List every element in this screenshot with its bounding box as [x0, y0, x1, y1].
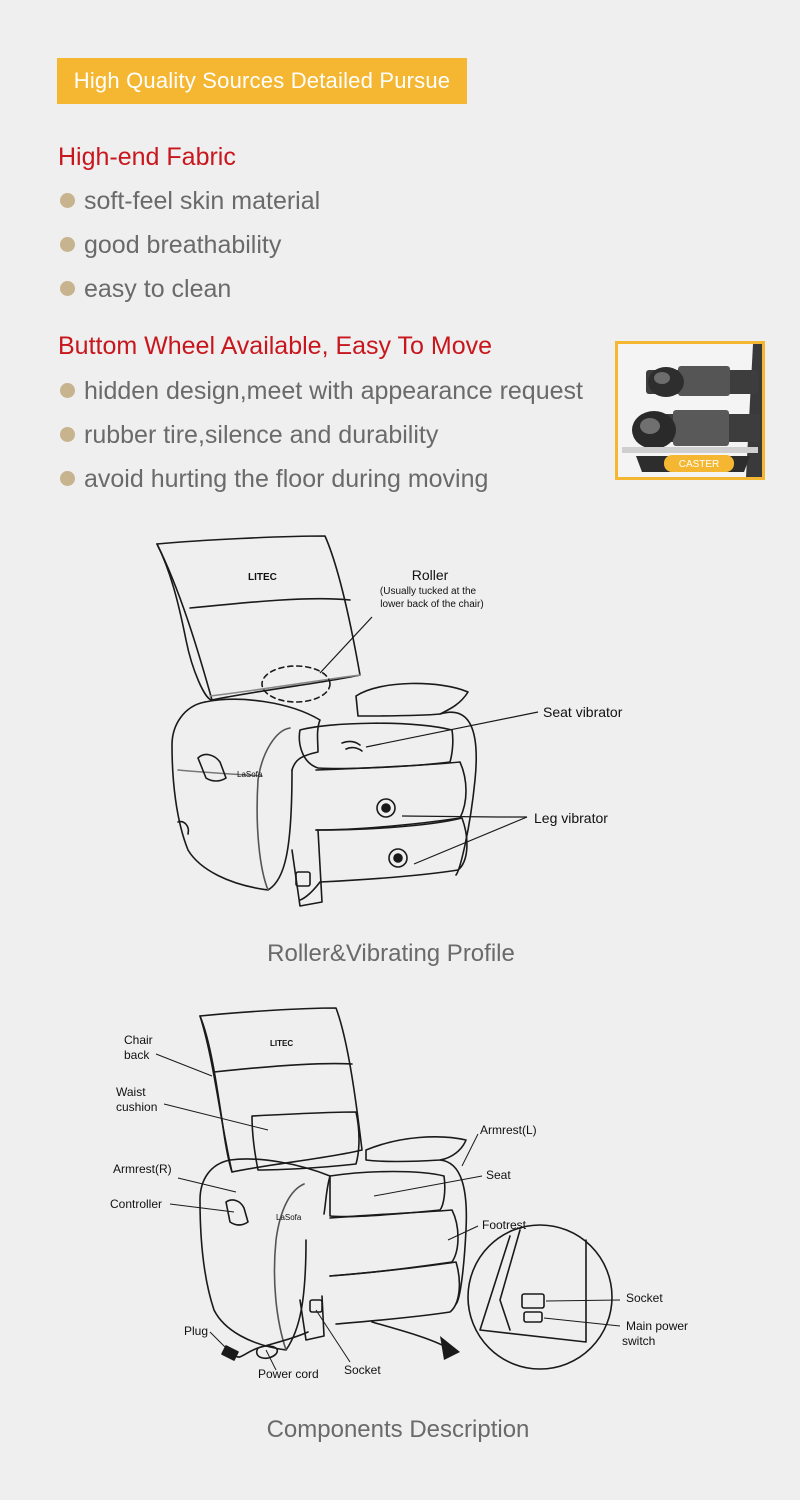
controller-label: Controller	[110, 1197, 163, 1211]
waist-cushion-label-1: Waist	[116, 1085, 146, 1099]
armrest-l-label: Armrest(L)	[480, 1123, 537, 1137]
chair-side-brand-2: LaSofa	[276, 1213, 302, 1222]
seat-label: Seat	[486, 1168, 511, 1182]
leg-vibrator-label: Leg vibrator	[534, 810, 608, 826]
roller-vibrating-diagram	[0, 530, 800, 920]
header-banner: High Quality Sources Detailed Pursue	[57, 58, 467, 104]
wheel-list	[58, 369, 583, 501]
socket-detail-label: Socket	[626, 1291, 663, 1305]
leader-lines-2	[156, 1054, 620, 1370]
profile-caption: Roller&Vibrating Profile	[267, 940, 515, 967]
bullet-icon	[60, 237, 75, 252]
bullet-icon	[60, 427, 75, 442]
plug-label: Plug	[184, 1324, 209, 1338]
main-power-label-1: Main power	[626, 1319, 689, 1333]
waist-cushion-label-2: cushion	[116, 1100, 158, 1114]
components-caption: Components Description	[266, 1416, 530, 1443]
caster-label: CASTER	[678, 459, 720, 470]
caster-photo	[615, 341, 765, 480]
roller-label: Roller	[411, 567, 449, 583]
bullet-icon	[60, 193, 75, 208]
fabric-list	[58, 179, 320, 311]
list-item: easy to clean	[58, 267, 320, 311]
footrest-label: Footrest	[482, 1218, 527, 1232]
chair-outline-2	[200, 1008, 612, 1369]
bullet-icon	[60, 281, 75, 296]
roller-note-1: (Usually tucked at the	[379, 586, 477, 597]
leader-lines-1	[320, 617, 538, 864]
list-item: good breathability	[58, 223, 320, 267]
chair-side-brand: LaSofa	[237, 770, 263, 779]
list-item: avoid hurting the floor during moving	[58, 457, 583, 501]
socket-label: Socket	[344, 1363, 381, 1377]
components-diagram	[0, 1000, 800, 1390]
chair-back-label-2: back	[124, 1048, 150, 1062]
chair-back-label-1: Chair	[124, 1033, 153, 1047]
seat-vibrator-label: Seat vibrator	[543, 704, 623, 720]
bullet-icon	[60, 383, 75, 398]
caster-illustration	[618, 344, 762, 477]
bullet-icon	[60, 471, 75, 486]
power-cord-label: Power cord	[258, 1367, 319, 1381]
list-item: rubber tire,silence and durability	[58, 413, 583, 457]
chair-brand: LITEC	[248, 572, 277, 583]
chair-brand-2: LITEC	[270, 1039, 294, 1048]
fabric-title: High-end Fabric	[58, 143, 236, 171]
list-item: hidden design,meet with appearance request	[58, 369, 583, 413]
main-power-label-2: switch	[622, 1334, 656, 1348]
arrow-icon	[440, 1336, 460, 1360]
wheel-title: Buttom Wheel Available, Easy To Move	[58, 332, 493, 360]
list-item: soft-feel skin material	[58, 179, 320, 223]
armrest-r-label: Armrest(R)	[113, 1162, 172, 1176]
roller-note-2: lower back of the chair)	[380, 599, 484, 610]
